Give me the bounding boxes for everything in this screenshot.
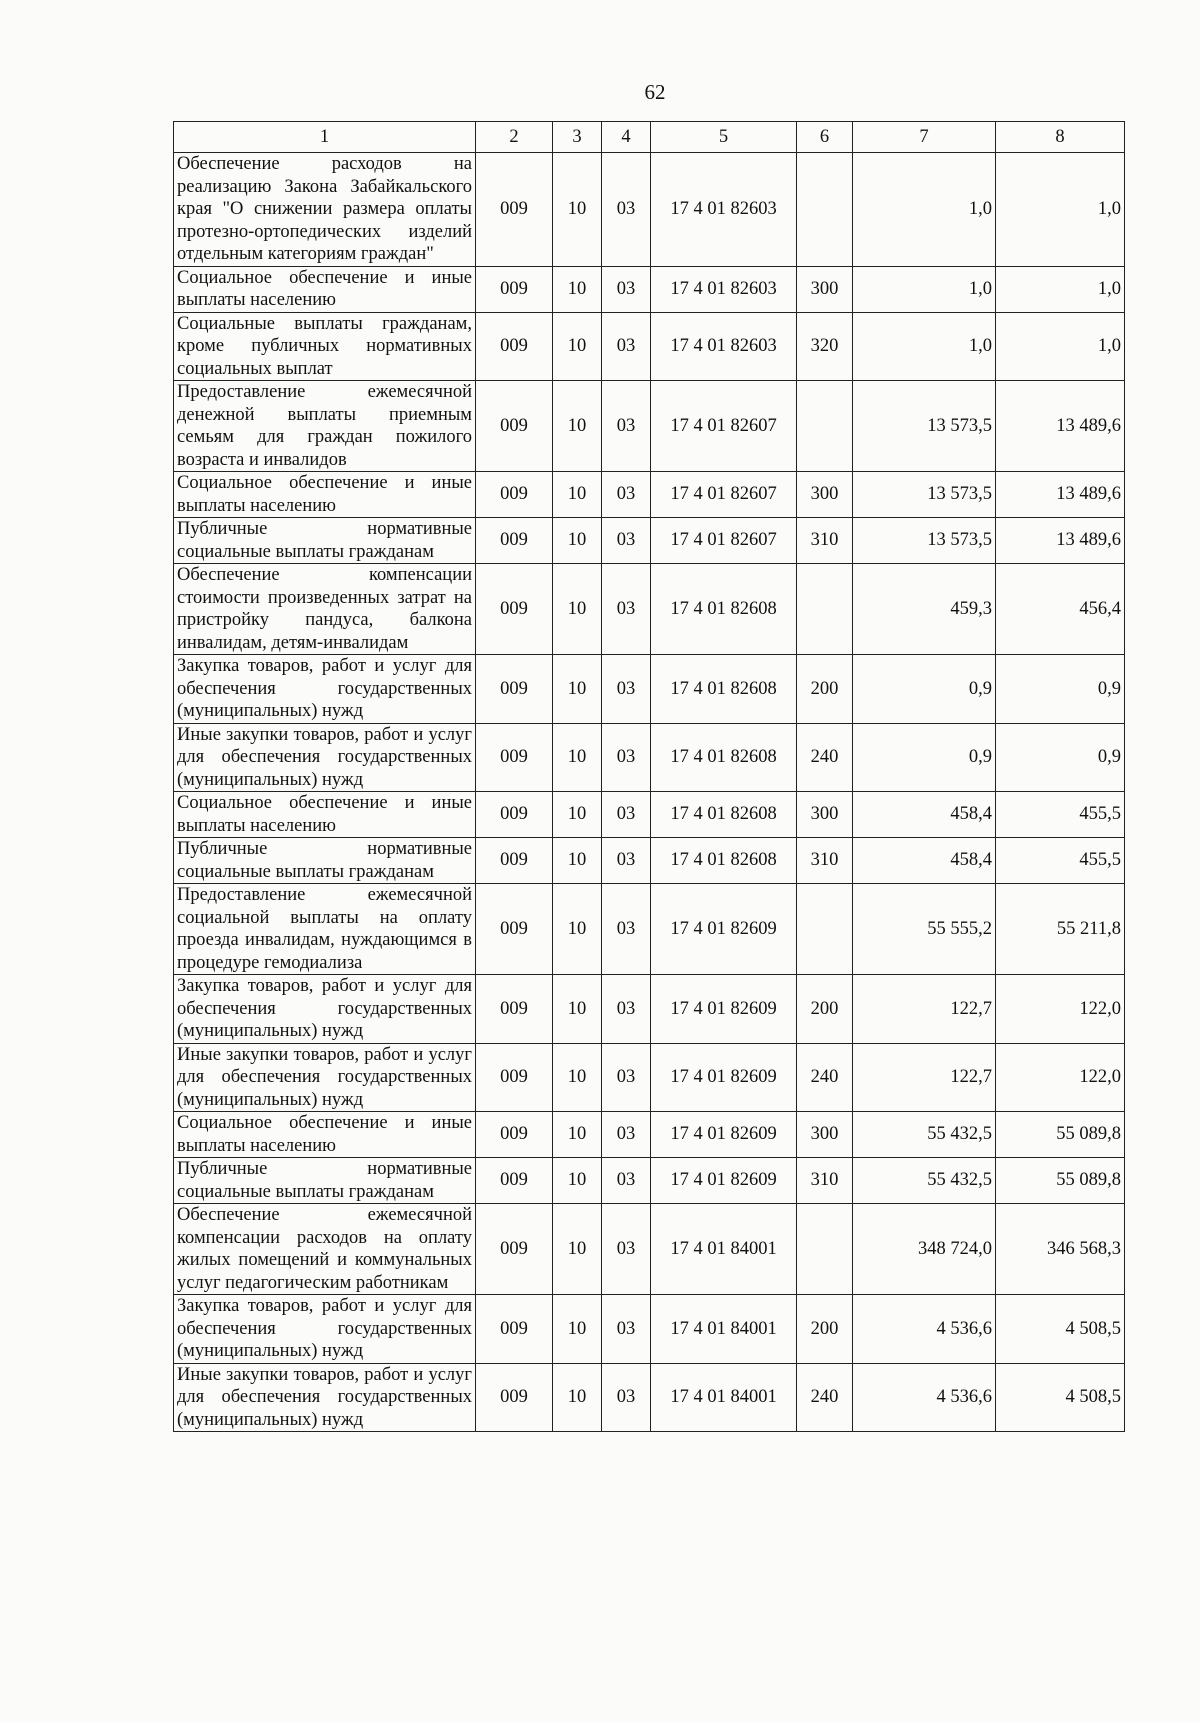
table-row [174, 1295, 1125, 1364]
table-row [174, 381, 1125, 472]
table-row [174, 312, 1125, 381]
subsection-code: 03 [602, 1112, 651, 1158]
admin-code: 009 [476, 1295, 553, 1364]
section-code: 10 [553, 792, 602, 838]
expense-type-code [797, 884, 853, 975]
section-code: 10 [553, 266, 602, 312]
amount-year-2: 0,9 [996, 655, 1125, 724]
section-code: 10 [553, 838, 602, 884]
amount-year-1: 4 536,6 [853, 1363, 996, 1432]
subsection-code: 03 [602, 1043, 651, 1112]
row-name: Обеспечение компенсации стоимости произведенных затрат на пристройку пандуса, балкона инвалидам, детям-инвалидам [174, 564, 476, 655]
target-article-code: 17 4 01 84001 [651, 1363, 797, 1432]
amount-year-2: 122,0 [996, 975, 1125, 1044]
target-article-code: 17 4 01 82603 [651, 153, 797, 267]
amount-year-2: 13 489,6 [996, 518, 1125, 564]
subsection-code: 03 [602, 1204, 651, 1295]
page-number: 62 [644, 80, 666, 104]
target-article-code: 17 4 01 82603 [651, 266, 797, 312]
table-row [174, 655, 1125, 724]
section-code: 10 [553, 1158, 602, 1204]
budget-table [173, 121, 1125, 1432]
amount-year-2: 55 089,8 [996, 1158, 1125, 1204]
row-name: Социальное обеспечение и иные выплаты населению [174, 266, 476, 312]
amount-year-1: 348 724,0 [853, 1204, 996, 1295]
table-row [174, 792, 1125, 838]
admin-code: 009 [476, 564, 553, 655]
section-code: 10 [553, 1112, 602, 1158]
table-row [174, 975, 1125, 1044]
row-name: Иные закупки товаров, работ и услуг для обеспечения государственных (муниципальных) нужд [174, 723, 476, 792]
column-header: 2 [476, 122, 553, 153]
admin-code: 009 [476, 723, 553, 792]
header-row [174, 122, 1125, 153]
section-code: 10 [553, 1204, 602, 1295]
expense-type-code: 300 [797, 472, 853, 518]
admin-code: 009 [476, 1043, 553, 1112]
target-article-code: 17 4 01 82607 [651, 518, 797, 564]
admin-code: 009 [476, 655, 553, 724]
target-article-code: 17 4 01 82607 [651, 381, 797, 472]
column-header: 8 [996, 122, 1125, 153]
amount-year-1: 1,0 [853, 312, 996, 381]
target-article-code: 17 4 01 82609 [651, 1158, 797, 1204]
row-name: Обеспечение расходов на реализацию Закона Забайкальского края "О снижении размера оплаты протезно-ортопедических изделий отдельным категориям граждан" [174, 153, 476, 267]
amount-year-1: 55 432,5 [853, 1112, 996, 1158]
amount-year-2: 1,0 [996, 153, 1125, 267]
section-code: 10 [553, 564, 602, 655]
row-name: Закупка товаров, работ и услуг для обеспечения государственных (муниципальных) нужд [174, 975, 476, 1044]
amount-year-2: 1,0 [996, 266, 1125, 312]
amount-year-1: 13 573,5 [853, 381, 996, 472]
admin-code: 009 [476, 1204, 553, 1295]
table-row [174, 472, 1125, 518]
section-code: 10 [553, 518, 602, 564]
amount-year-2: 55 089,8 [996, 1112, 1125, 1158]
amount-year-2: 346 568,3 [996, 1204, 1125, 1295]
amount-year-2: 13 489,6 [996, 381, 1125, 472]
column-header: 3 [553, 122, 602, 153]
target-article-code: 17 4 01 82607 [651, 472, 797, 518]
row-name: Публичные нормативные социальные выплаты гражданам [174, 1158, 476, 1204]
expense-type-code [797, 1204, 853, 1295]
row-name: Иные закупки товаров, работ и услуг для обеспечения государственных (муниципальных) нужд [174, 1043, 476, 1112]
expense-type-code: 200 [797, 1295, 853, 1364]
target-article-code: 17 4 01 82608 [651, 723, 797, 792]
target-article-code: 17 4 01 84001 [651, 1295, 797, 1364]
admin-code: 009 [476, 266, 553, 312]
amount-year-2: 455,5 [996, 792, 1125, 838]
subsection-code: 03 [602, 838, 651, 884]
table-row [174, 1043, 1125, 1112]
subsection-code: 03 [602, 1295, 651, 1364]
subsection-code: 03 [602, 518, 651, 564]
row-name: Иные закупки товаров, работ и услуг для обеспечения государственных (муниципальных) нужд [174, 1363, 476, 1432]
table-row [174, 1158, 1125, 1204]
amount-year-1: 122,7 [853, 975, 996, 1044]
amount-year-1: 122,7 [853, 1043, 996, 1112]
table-row [174, 518, 1125, 564]
amount-year-1: 458,4 [853, 792, 996, 838]
column-header: 6 [797, 122, 853, 153]
row-name: Публичные нормативные социальные выплаты гражданам [174, 518, 476, 564]
amount-year-1: 1,0 [853, 266, 996, 312]
amount-year-1: 13 573,5 [853, 472, 996, 518]
target-article-code: 17 4 01 82608 [651, 792, 797, 838]
section-code: 10 [553, 472, 602, 518]
section-code: 10 [553, 381, 602, 472]
expense-type-code: 300 [797, 792, 853, 838]
target-article-code: 17 4 01 82608 [651, 655, 797, 724]
expense-type-code [797, 381, 853, 472]
amount-year-2: 122,0 [996, 1043, 1125, 1112]
subsection-code: 03 [602, 381, 651, 472]
target-article-code: 17 4 01 82603 [651, 312, 797, 381]
section-code: 10 [553, 975, 602, 1044]
row-name: Предоставление ежемесячной социальной выплаты на оплату проезда инвалидам, нуждающимся в процедуре гемодиализа [174, 884, 476, 975]
amount-year-1: 1,0 [853, 153, 996, 267]
amount-year-2: 1,0 [996, 312, 1125, 381]
admin-code: 009 [476, 472, 553, 518]
expense-type-code: 240 [797, 1043, 853, 1112]
amount-year-2: 0,9 [996, 723, 1125, 792]
subsection-code: 03 [602, 723, 651, 792]
amount-year-1: 55 555,2 [853, 884, 996, 975]
row-name: Социальные выплаты гражданам, кроме публичных нормативных социальных выплат [174, 312, 476, 381]
section-code: 10 [553, 884, 602, 975]
admin-code: 009 [476, 792, 553, 838]
row-name: Обеспечение ежемесячной компенсации расходов на оплату жилых помещений и коммунальных услуг педагогическим работникам [174, 1204, 476, 1295]
subsection-code: 03 [602, 312, 651, 381]
amount-year-1: 55 432,5 [853, 1158, 996, 1204]
amount-year-1: 459,3 [853, 564, 996, 655]
section-code: 10 [553, 153, 602, 267]
table-row [174, 1204, 1125, 1295]
admin-code: 009 [476, 884, 553, 975]
row-name: Закупка товаров, работ и услуг для обеспечения государственных (муниципальных) нужд [174, 1295, 476, 1364]
target-article-code: 17 4 01 82609 [651, 975, 797, 1044]
amount-year-2: 13 489,6 [996, 472, 1125, 518]
row-name: Закупка товаров, работ и услуг для обеспечения государственных (муниципальных) нужд [174, 655, 476, 724]
admin-code: 009 [476, 153, 553, 267]
target-article-code: 17 4 01 82608 [651, 838, 797, 884]
subsection-code: 03 [602, 1158, 651, 1204]
expense-type-code: 300 [797, 1112, 853, 1158]
row-name: Публичные нормативные социальные выплаты гражданам [174, 838, 476, 884]
subsection-code: 03 [602, 792, 651, 838]
admin-code: 009 [476, 1363, 553, 1432]
subsection-code: 03 [602, 153, 651, 267]
table-row [174, 1112, 1125, 1158]
expense-type-code: 310 [797, 518, 853, 564]
amount-year-2: 455,5 [996, 838, 1125, 884]
table-row [174, 1363, 1125, 1432]
amount-year-2: 4 508,5 [996, 1363, 1125, 1432]
column-header: 4 [602, 122, 651, 153]
expense-type-code [797, 564, 853, 655]
admin-code: 009 [476, 838, 553, 884]
amount-year-2: 55 211,8 [996, 884, 1125, 975]
expense-type-code: 310 [797, 838, 853, 884]
amount-year-1: 4 536,6 [853, 1295, 996, 1364]
subsection-code: 03 [602, 564, 651, 655]
section-code: 10 [553, 1043, 602, 1112]
table-row [174, 153, 1125, 267]
row-name: Социальное обеспечение и иные выплаты населению [174, 1112, 476, 1158]
target-article-code: 17 4 01 82609 [651, 1043, 797, 1112]
expense-type-code: 240 [797, 723, 853, 792]
row-name: Социальное обеспечение и иные выплаты населению [174, 472, 476, 518]
expense-type-code: 240 [797, 1363, 853, 1432]
section-code: 10 [553, 1363, 602, 1432]
table-row [174, 884, 1125, 975]
amount-year-1: 458,4 [853, 838, 996, 884]
expense-type-code: 320 [797, 312, 853, 381]
subsection-code: 03 [602, 884, 651, 975]
amount-year-1: 0,9 [853, 655, 996, 724]
target-article-code: 17 4 01 82609 [651, 1112, 797, 1158]
admin-code: 009 [476, 312, 553, 381]
subsection-code: 03 [602, 472, 651, 518]
expense-type-code: 310 [797, 1158, 853, 1204]
expense-type-code: 300 [797, 266, 853, 312]
admin-code: 009 [476, 381, 553, 472]
expense-type-code [797, 153, 853, 267]
subsection-code: 03 [602, 266, 651, 312]
table-row [174, 564, 1125, 655]
table-row [174, 723, 1125, 792]
amount-year-1: 13 573,5 [853, 518, 996, 564]
expense-type-code: 200 [797, 975, 853, 1044]
expense-type-code: 200 [797, 655, 853, 724]
table-row [174, 266, 1125, 312]
section-code: 10 [553, 1295, 602, 1364]
column-header: 7 [853, 122, 996, 153]
target-article-code: 17 4 01 82609 [651, 884, 797, 975]
admin-code: 009 [476, 1112, 553, 1158]
subsection-code: 03 [602, 975, 651, 1044]
row-name: Предоставление ежемесячной денежной выплаты приемным семьям для граждан пожилого возраста и инвалидов [174, 381, 476, 472]
column-header: 1 [174, 122, 476, 153]
section-code: 10 [553, 312, 602, 381]
admin-code: 009 [476, 518, 553, 564]
row-name: Социальное обеспечение и иные выплаты населению [174, 792, 476, 838]
column-header: 5 [651, 122, 797, 153]
target-article-code: 17 4 01 84001 [651, 1204, 797, 1295]
admin-code: 009 [476, 975, 553, 1044]
amount-year-2: 4 508,5 [996, 1295, 1125, 1364]
target-article-code: 17 4 01 82608 [651, 564, 797, 655]
section-code: 10 [553, 655, 602, 724]
table-row [174, 838, 1125, 884]
subsection-code: 03 [602, 655, 651, 724]
amount-year-1: 0,9 [853, 723, 996, 792]
subsection-code: 03 [602, 1363, 651, 1432]
section-code: 10 [553, 723, 602, 792]
admin-code: 009 [476, 1158, 553, 1204]
amount-year-2: 456,4 [996, 564, 1125, 655]
